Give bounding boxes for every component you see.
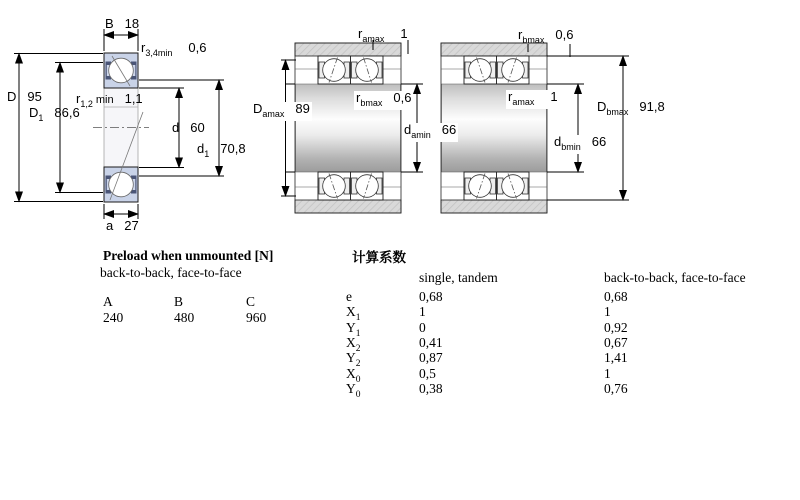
preload-col-a-header: A: [103, 294, 113, 309]
dim-label-Damax: $D_{amax}$ 89: [253, 101, 310, 119]
factor-btb-value: 1: [604, 366, 611, 381]
preload-title: Preload when unmounted [N]: [103, 248, 274, 263]
factors-title: 计算系数: [352, 250, 406, 265]
arrangement-face-to-face: [441, 43, 629, 213]
factor-single-value: 1: [419, 304, 426, 319]
factors-col2-header: back-to-back, face-to-face: [604, 270, 746, 285]
dim-label-d1: $d_1$ 70,8: [197, 141, 246, 159]
preload-value-a: 240: [103, 310, 124, 325]
dim-label-rbmax-a: $r_{bmax}$ 0,6: [356, 90, 412, 108]
dim-label-D1: $D_1$ 86,6: [29, 105, 80, 123]
factor-row-label: e: [346, 289, 352, 304]
dim-label-ramax-a: $r_{amax}$ 1: [358, 26, 408, 44]
factor-btb-value: 0,92: [604, 320, 628, 335]
factor-row-label: $X_2$: [346, 335, 361, 354]
factor-single-value: 0,68: [419, 289, 443, 304]
factor-row-label: $X_1$: [346, 304, 361, 323]
factor-btb-value: 1,41: [604, 350, 628, 365]
preload-col-b-header: B: [174, 294, 184, 309]
dim-label-d: d 60: [172, 120, 205, 135]
factor-btb-value: 0,68: [604, 289, 628, 304]
factor-btb-value: 0,76: [604, 381, 628, 396]
factor-row-label: $X_0$: [346, 366, 361, 385]
factor-single-value: 0,41: [419, 335, 443, 350]
factor-btb-value: 0,67: [604, 335, 628, 350]
preload-subtitle: back-to-back, face-to-face: [100, 265, 242, 280]
preload-value-b: 480: [174, 310, 195, 325]
dim-label-Dbmax: $D_{bmax}$ 91,8: [597, 99, 665, 117]
factor-btb-value: 1: [604, 304, 611, 319]
dim-label-ramax-b: $r_{amax}$ 1: [508, 89, 558, 107]
dim-label-D: D 95: [7, 89, 42, 104]
factors-col1-header: single, tandem: [419, 270, 498, 285]
preload-value-c: 960: [246, 310, 267, 325]
factor-row-label: $Y_0$: [346, 381, 361, 400]
dim-label-a: a 27: [106, 218, 139, 233]
dim-label-B: B 18: [105, 16, 140, 31]
factor-single-value: 0,5: [419, 366, 436, 381]
factor-row-label: $Y_2$: [346, 350, 361, 369]
factor-row-label: $Y_1$: [346, 320, 361, 339]
factor-single-value: 0,38: [419, 381, 443, 396]
factor-single-value: 0: [419, 320, 426, 335]
dim-label-r34: $r_{3,4min}$ 0,6: [141, 40, 207, 58]
factor-single-value: 0,87: [419, 350, 443, 365]
dim-label-r12: $r_{1,2}$ min 1,1: [76, 91, 143, 109]
dim-label-dbmin: $d_{bmin}$ 66: [554, 134, 607, 152]
dim-label-rbmax-b: $r_{bmax}$ 0,6: [518, 27, 574, 45]
preload-col-c-header: C: [246, 294, 256, 309]
dim-label-damin: $d_{amin}$ 66: [404, 122, 457, 140]
